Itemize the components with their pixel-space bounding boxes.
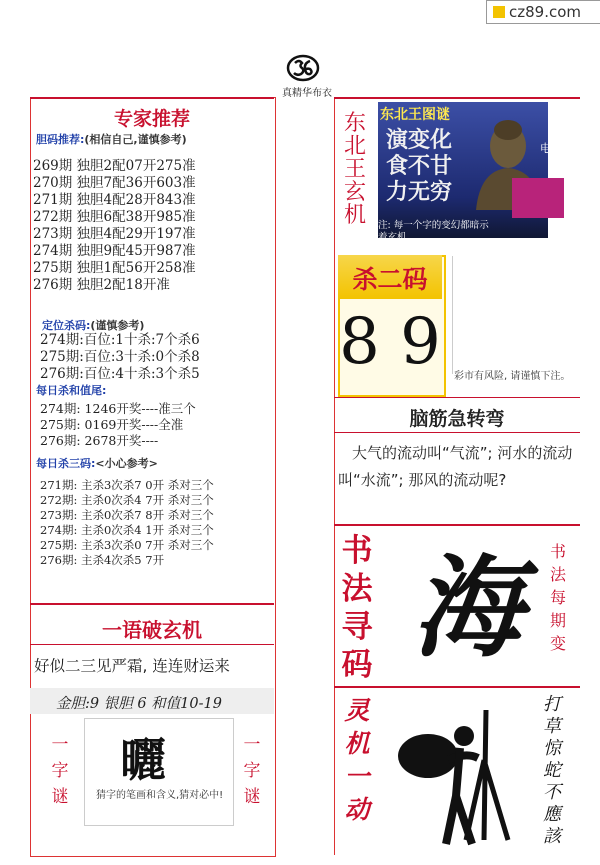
list-item: 274期:百位:1十杀:7个杀6	[40, 332, 200, 348]
list-item: 276期: 主杀4次杀5 7开	[40, 553, 165, 567]
list-item: 275期: 主杀3次杀0 7开 杀对三个	[40, 538, 214, 552]
expert-list	[33, 158, 196, 294]
kill3-note: <小心参考>	[95, 457, 158, 470]
banner-note: 注: 每一个字的变幻都暗示着玄机	[378, 220, 489, 243]
kill3-label: 每日杀三码:	[36, 457, 96, 470]
gold-text: 金胆:9 银胆 6 和值10-19	[56, 696, 222, 712]
list-item: 274期 独胆9配45开987准	[33, 243, 196, 259]
expert-label-line	[36, 128, 187, 147]
brain-top-rule	[334, 397, 580, 398]
position-note: (谨慎参考)	[90, 319, 145, 332]
list-item: 271期 独胆4配28开843准	[33, 192, 196, 208]
list-item: 276期:百位:4十杀:3个杀5	[40, 366, 200, 382]
ling-top-rule	[334, 686, 580, 688]
list-item: 269期 独胆2配07开275准	[33, 158, 196, 174]
calli-char: 海	[412, 543, 522, 672]
list-item: 275期: 0169开奖----全准	[40, 417, 184, 432]
list-item: 276期 独胆2配18开准	[33, 277, 170, 293]
brand-logo-icon	[286, 54, 320, 82]
left-top-rule	[30, 97, 274, 99]
brain-title: 脑筋急转弯	[409, 408, 505, 430]
kill2-divider	[452, 256, 453, 374]
kill3-list	[40, 478, 214, 568]
riddle-side-left: 一字谜	[51, 735, 69, 807]
calli-top-rule	[334, 524, 580, 526]
ling-title: 灵机一动	[344, 696, 370, 824]
kill2-title: 杀二码	[352, 265, 428, 294]
list-item: 276期: 2678开奖----	[40, 433, 159, 448]
expert-title: 专家推荐	[113, 108, 190, 130]
position-list	[40, 332, 200, 383]
brain-text: 大气的流动叫“气流”; 河水的流动叫“水流”; 那风的流动呢?	[338, 444, 573, 489]
kill3-label-line	[36, 452, 158, 471]
riddle-side-right: 一字谜	[243, 735, 261, 807]
site-badge[interactable]	[486, 0, 600, 24]
ling-verse: 打草惊蛇不應該	[543, 694, 561, 847]
calli-title: 书法寻码	[341, 533, 373, 683]
banner-verse-line: 力无穷	[386, 180, 453, 205]
list-item: 272期 独胆6配38开985准	[33, 209, 196, 225]
painter-figure-icon	[386, 700, 526, 850]
brand-name: 真精华布衣	[282, 88, 332, 99]
banner-pink-block	[512, 178, 564, 218]
banner-tel: 电话	[540, 142, 562, 155]
brain-rule	[334, 432, 580, 433]
risk-note: 彩市有风险, 请谨慎下注。	[454, 371, 571, 382]
kill2-digits: 8 9	[339, 305, 441, 379]
riddle-char: 曬	[120, 733, 166, 787]
list-item: 272期: 主杀0次杀4 7开 杀对三个	[40, 493, 214, 507]
position-label: 定位杀码:	[42, 319, 91, 332]
oneword-top-rule	[30, 603, 274, 605]
list-item: 273期: 主杀0次杀7 8开 杀对三个	[40, 508, 214, 522]
oneword-title: 一语破玄机	[102, 618, 202, 642]
site-badge-text: cz89.com	[509, 3, 582, 21]
list-item: 270期 独胆7配36开603准	[33, 175, 196, 191]
expert-label: 胆码推荐:	[36, 133, 85, 146]
xuanji-title: 东北王玄机	[343, 111, 366, 228]
daily-list	[40, 401, 196, 449]
right-top-rule	[334, 97, 580, 99]
list-item: 275期 独胆1配56开258准	[33, 260, 196, 276]
oneword-rule	[30, 644, 274, 645]
banner-verse-line: 演变化	[386, 128, 453, 153]
calli-side: 书法每期变	[549, 542, 566, 653]
badge-square-icon	[493, 6, 505, 18]
expert-note: (相信自己,谨慎参考)	[84, 133, 187, 146]
oneword-text: 好似二三见严霜, 连连财运来	[34, 657, 230, 675]
position-label-line	[42, 314, 144, 333]
list-item: 273期 独胆4配29开197准	[33, 226, 196, 242]
list-item: 275期:百位:3十杀:0个杀8	[40, 349, 200, 365]
banner-title: 东北王图谜	[380, 107, 450, 123]
riddle-hint: 猜字的笔画和含义,猜对必中!	[96, 790, 224, 801]
list-item: 271期: 主杀3次杀7 0开 杀对三个	[40, 478, 214, 492]
list-item: 274期: 主杀0次杀4 1开 杀对三个	[40, 523, 214, 537]
banner-verse	[386, 128, 476, 206]
daily-label: 每日杀和值尾:	[36, 384, 107, 397]
list-item: 274期: 1246开奖----准三个	[40, 401, 196, 416]
banner-verse-line: 食不甘	[386, 154, 453, 179]
